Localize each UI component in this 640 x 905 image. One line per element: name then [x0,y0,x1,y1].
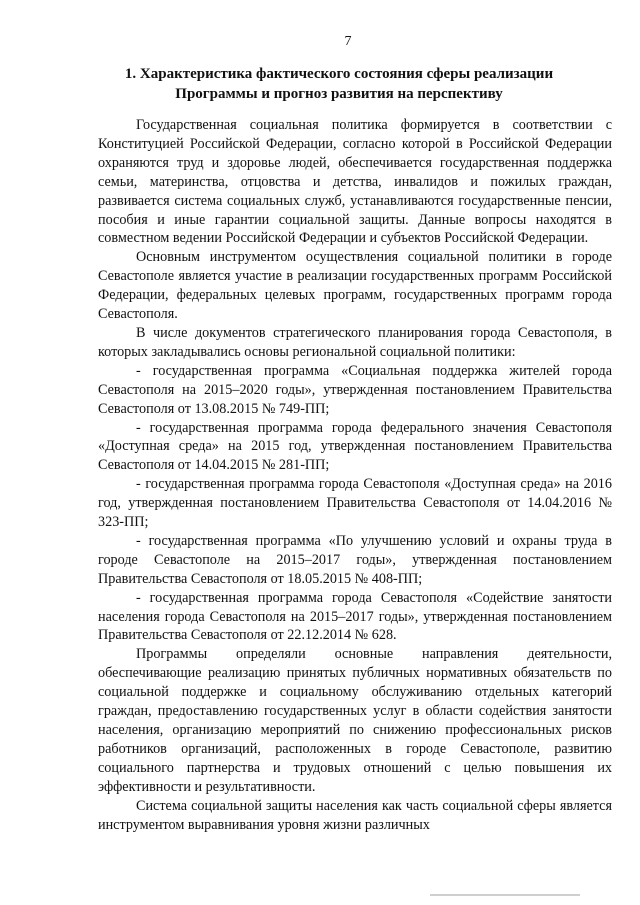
paragraph-planning-documents: В числе документов стратегического планирования города Севастополя, в которых закладывались основы региональной социальной политики: [98,324,612,360]
paragraph-main-instrument: Основным инструментом осуществления социальной политики в городе Севастополе является участие в реализации государственных программ Российской Федерации, федеральных целевых программ, государственных программ города Севастополя. [98,249,612,323]
list-item: - государственная программа города Севастополя «Доступная среда» на 2016 год, утвержденная постановлением Правительства Севастополя от 14.04.2016 № 323-ПП; [98,476,612,531]
scan-edge-mark [430,894,580,896]
section-heading: 1. Характеристика фактического состояния сферы реализации Программы и прогноз развития на перспективу [124,66,554,102]
paragraph-social-protection-system: Система социальной защиты населения как часть социальной сферы является инструментом выравнивания уровня жизни различных [98,797,612,833]
list-item: - государственная программа «Социальная поддержка жителей города Севастополя на 2015–2020 годы», утвержденная постановлением Правительства Севастополя от 13.08.2015 № 749-ПП; [98,362,612,417]
paragraph-programs-directions: Программы определяли основные направления деятельности, обеспечивающие реализацию принятых публичных нормативных обязательств по социальной поддержке и социальному обслуживанию отдельных категорий граждан, предоставлению государственных услуг в области содействия занятости населения, организацию мероприятий по снижению профессиональных рисков работников организаций, расположенных в городе Севастополе, развитию социального партнерства и трудовых отношений с целью повышения их эффективности и результативности. [98,646,612,795]
list-item: - государственная программа города федерального значения Севастополя «Доступная среда» на 2015 год, утвержденная постановлением Правительства Севастополя от 14.04.2015 № 281-ПП; [98,419,612,474]
paragraph-social-policy: Государственная социальная политика формируется в соответствии с Конституцией Российской Федерации, согласно которой в Российской Федерации охраняются труд и здоровье людей, обеспечивается государственная поддержка семьи, материнства, отцовства и детства, инвалидов и пожилых граждан, развивается система социальных служб, устанавливаются государственные пенсии, пособия и иные гарантии социальной защиты. Данные вопросы находятся в совместном ведении Российской Федерации и субъектов Российской Федерации. [98,117,612,247]
list-item: - государственная программа города Севастополя «Содействие занятости населения города Севастополя на 2015–2017 годы», утвержденная постановлением Правительства Севастополя от 22.12.2014 № 628. [98,589,612,644]
document-body [98,116,612,834]
page-number: 7 [344,34,352,49]
list-item: - государственная программа «По улучшению условий и охраны труда в городе Севастополе на 2015–2017 годы», утвержденная постановлением Правительства Севастополя от 18.05.2015 № 408-ПП; [98,532,612,587]
